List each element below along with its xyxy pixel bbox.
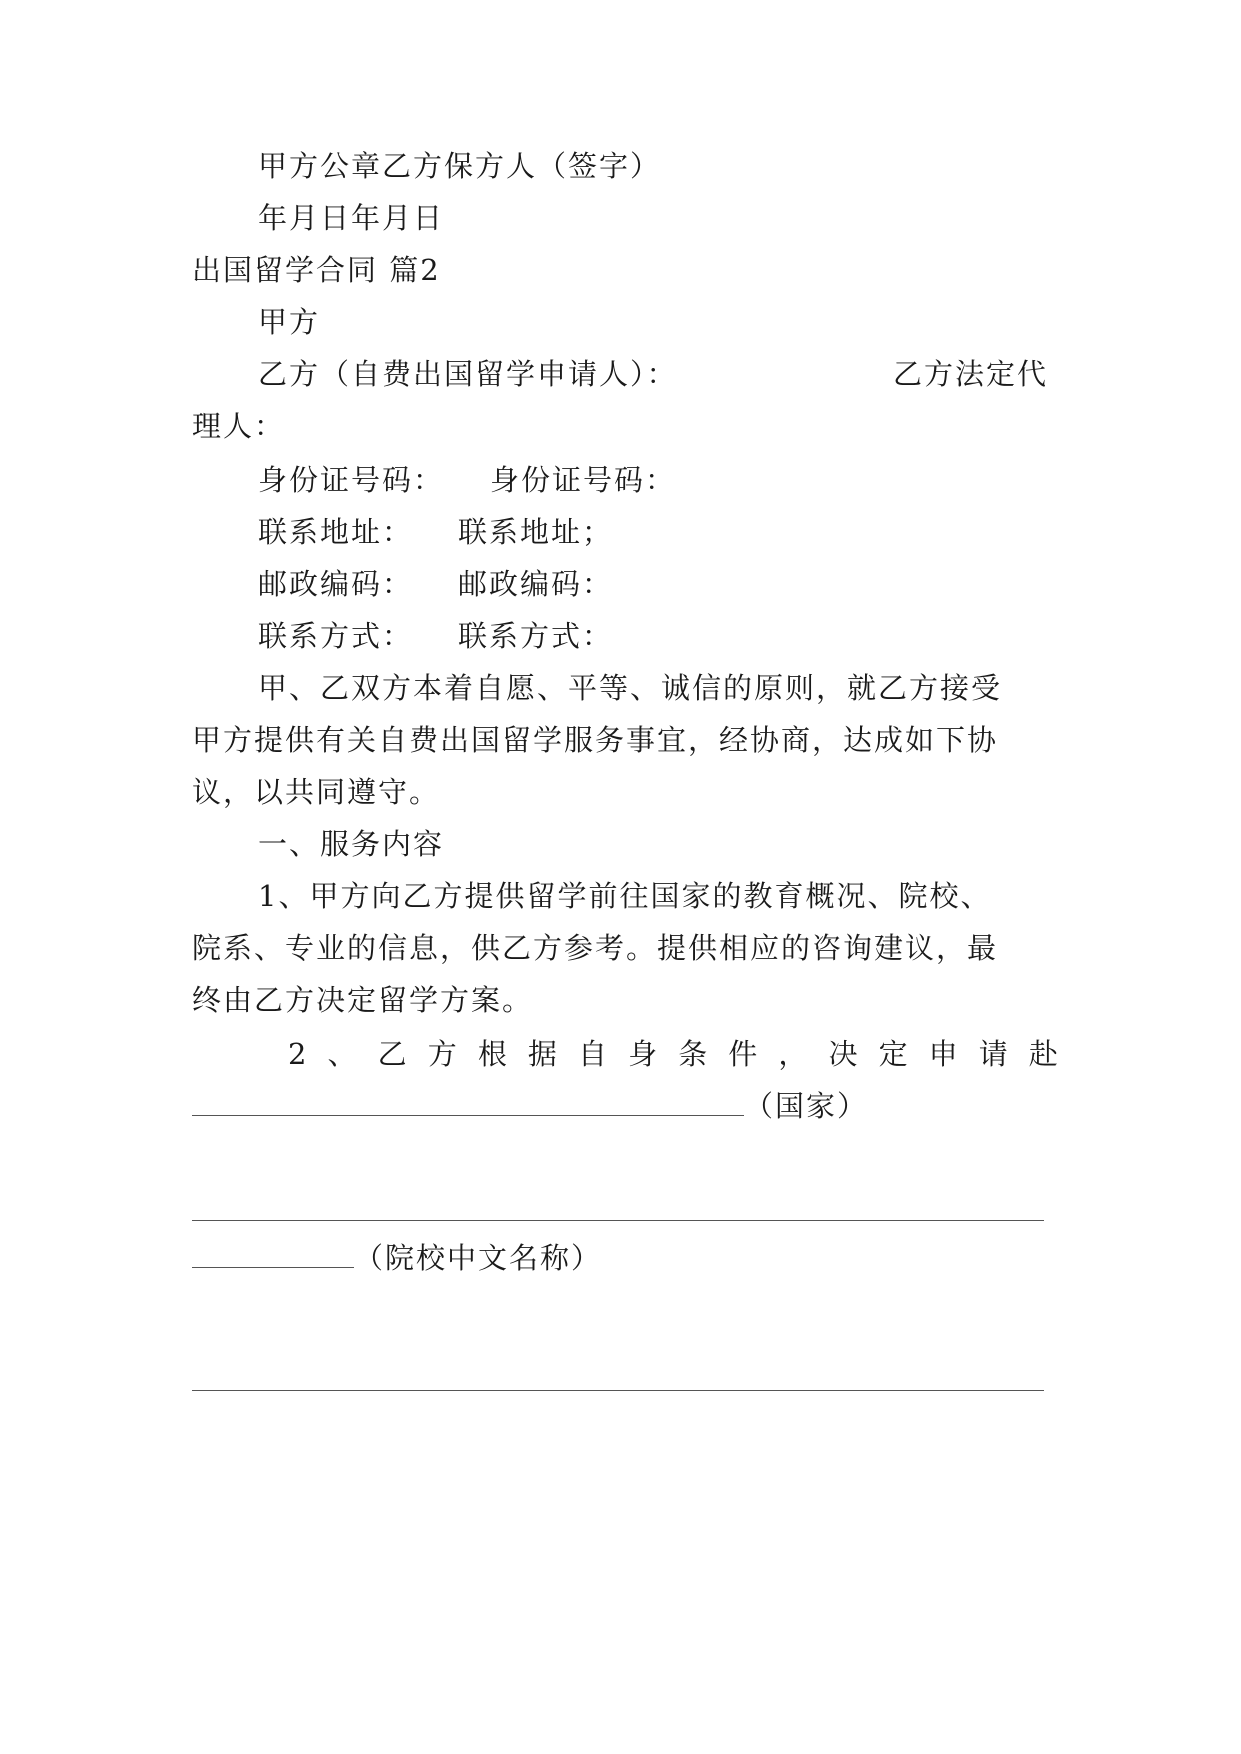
item-2-char: 据 [527,1037,559,1071]
address-label-a: 联系地址： [258,515,414,549]
party-b-representative-label: 乙方法定代 [893,357,1049,391]
item-2-char: 件 [728,1037,760,1071]
school-blank [192,1245,354,1268]
party-a-label: 甲方 [258,305,321,339]
item-1-line-3: 终由乙方决定留学方案。 [192,983,534,1017]
contact-label-b: 联系方式： [458,619,614,653]
id-number-label-b: 身份证号码： [490,463,677,497]
contact-label-a: 联系方式： [258,619,414,653]
blank-rule-2 [192,1390,1044,1391]
item-2-char: 、 [327,1037,359,1071]
party-b-representative-cont: 理人： [192,409,286,443]
intro-paragraph-line-2: 甲方提供有关自费出国留学服务事宜，经协商，达成如下协 [192,723,999,757]
school-label: （院校中文名称） [354,1241,603,1275]
item-2-line-1 [288,1034,1060,1074]
section-heading-service: 一、服务内容 [258,827,445,861]
item-2-char: 定 [878,1037,910,1071]
item-1-line-2: 院系、专业的信息，供乙方参考。提供相应的咨询建议，最 [192,931,999,965]
postcode-label-a: 邮政编码： [258,567,414,601]
date-line: 年月日年月日 [258,201,445,235]
item-2-char: 方 [427,1037,459,1071]
item-1-line-1: 1、甲方向乙方提供留学前往国家的教育概况、院校、 [258,879,992,913]
item-2-char: 申 [928,1037,960,1071]
postcode-label-b: 邮政编码： [458,567,614,601]
item-2-char: 决 [828,1037,860,1071]
country-field-row [192,1086,868,1126]
item-2-char: 身 [628,1037,660,1071]
item-2-char: 请 [978,1037,1010,1071]
item-2-char: 2 [288,1037,309,1071]
seal-signature-line: 甲方公章乙方保方人（签字） [258,149,662,183]
item-2-char: 乙 [377,1037,409,1071]
intro-paragraph-line-1: 甲、乙双方本着自愿、平等、诚信的原则，就乙方接受 [258,671,1003,705]
country-blank [192,1093,744,1116]
id-number-label-a: 身份证号码： [258,463,445,497]
school-field-row [192,1238,602,1278]
intro-paragraph-line-3: 议，以共同遵守。 [192,775,441,809]
country-label: （国家） [744,1089,869,1123]
item-2-char: 条 [678,1037,710,1071]
item-2-char: 根 [477,1037,509,1071]
item-2-char: 自 [578,1037,610,1071]
blank-rule-1 [192,1220,1044,1221]
item-2-char: 赴 [1028,1037,1060,1071]
address-label-b: 联系地址； [458,515,614,549]
section-title: 出国留学合同 篇2 [192,253,441,287]
party-b-label: 乙方（自费出国留学申请人）： [258,357,678,391]
item-2-char: ， [778,1037,810,1071]
